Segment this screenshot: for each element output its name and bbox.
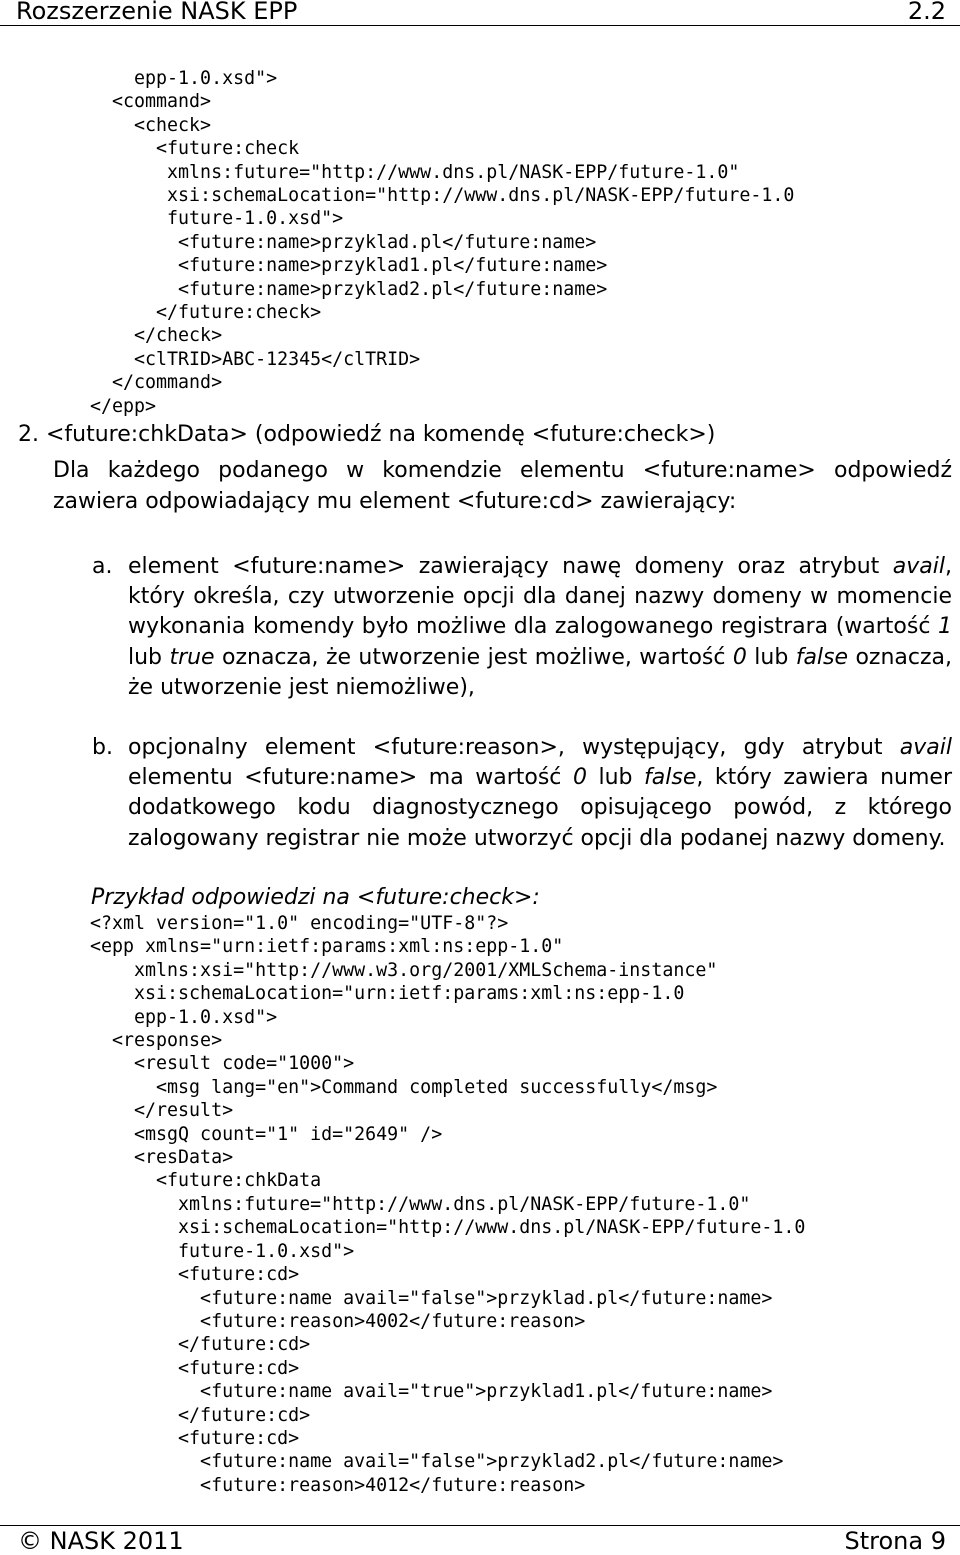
footer-page-number: Strona 9 (844, 1527, 946, 1555)
list-marker-a: a. (92, 554, 113, 579)
list-marker-b: b. (92, 735, 113, 760)
response-xml-code: <?xml version="1.0" encoding="UTF-8"?> <epp xmlns="urn:ietf:params:xml:ns:epp-1.0" xmlns:xsi="http://www.w3.org/2001/XMLSchema-instance" xsi:schemaLocation="urn:ietf:params:xml:ns:epp-1.0 epp-1.0.xsd"> <response> <result code="1000"> <msg lang="en">Command completed successfully</msg> </result> <msgQ count="1" id="2649" /> <resData> <future:chkData xmlns:future="http://www.dns.pl/NASK-EPP/future-1.0" xsi:schemaLocation="http://www.dns.pl/NASK-EPP/future-1.0 future-1.0.xsd"> <future:cd> <future:name avail="false">przyklad.pl</future:name> <future:reason>4002</future:reason> </future:cd> <future:cd> <future:name avail="true">przyklad1.pl</future:name> </future:cd> <future:cd> <future:name avail="false">przyklad2.pl</future:name> <future:reason>4012</future:reason> (90, 913, 806, 1496)
section-intro: Dla każdego podanego w komendzie elementu <future:name> odpowiedź zawiera odpowiadający mu element <future:cd> zawierający: (53, 458, 952, 514)
document-title: Rozszerzenie NASK EPP (16, 0, 298, 25)
document-version: 2.2 (907, 0, 946, 25)
example-title: Przykład odpowiedzi na <future:check>: (91, 885, 540, 910)
list-item-a (92, 552, 952, 703)
footer-divider (0, 1525, 960, 1526)
list-item-a-text: element <future:name> zawierający nawę domeny oraz atrybut avail, który określa, czy utworzenie opcji dla danej nazwy domeny w momencie wykonania komendy było możliwe dla zalogowanego registrara (wartość 1 lub true oznacza, że utworzenie jest możliwe, wartość 0 lub false oznacza, że utworzenie jest niemożliwe), (128, 554, 952, 700)
list-item-b (92, 733, 952, 854)
footer-copyright: © NASK 2011 (18, 1527, 184, 1555)
list-item-b-text: opcjonalny element <future:reason>, występujący, gdy atrybut avail elementu <future:name> ma wartość 0 lub false, który zawiera numer dodatkowego kodu diagnostycznego opisującego powód, z którego zalogowany registrar nie może utworzyć opcji dla podanej nazwy domeny. (128, 735, 952, 851)
request-xml-code: epp-1.0.xsd"> <command> <check> <future:check xmlns:future="http://www.dns.pl/NASK-EPP/future-1.0" xsi:schemaLocation="http://www.dns.pl/NASK-EPP/future-1.0 future-1.0.xsd"> <future:name>przyklad.pl</future:name> <future:name>przyklad1.pl</future:name> <future:name>przyklad2.pl</future:name> </future:check> </check> <clTRID>ABC-12345</clTRID> </command> </epp> (90, 68, 795, 417)
page-header (0, 0, 960, 26)
section-heading: 2. <future:chkData> (odpowiedź na komendę <future:check>) (18, 422, 716, 447)
